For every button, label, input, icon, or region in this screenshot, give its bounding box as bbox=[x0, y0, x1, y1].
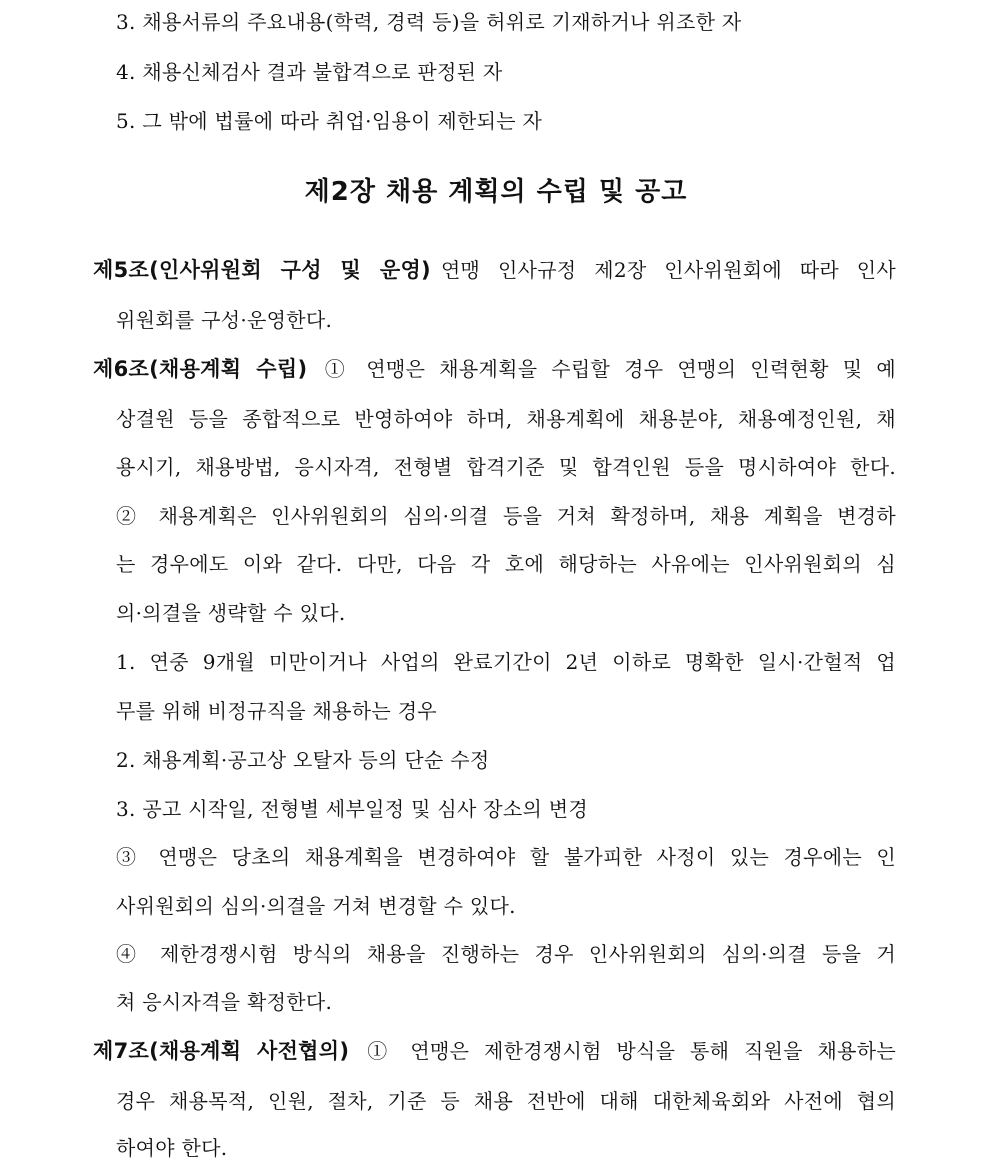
article-5-title: 제5조(인사위원회 구성 및 운영) bbox=[93, 258, 431, 282]
paragraph-line: 쳐 응시자격을 확정한다. bbox=[116, 990, 333, 1014]
paragraph-line: 하여야 한다. bbox=[116, 1136, 228, 1160]
paragraph-line: 경우 채용목적, 인원, 절차, 기준 등 채용 전반에 대해 대한체육회와 사전에 협의 bbox=[116, 1089, 896, 1113]
paragraph-line: 는 경우에도 이와 같다. 다만, 다음 각 호에 해당하는 사유에는 인사위원회의 심 bbox=[116, 552, 896, 576]
article-6-line-1 bbox=[93, 355, 896, 383]
list-item: 5. 그 밖에 법률에 따라 취업·임용이 제한되는 자 bbox=[116, 109, 543, 133]
article-6-title: 제6조(채용계획 수립) bbox=[93, 357, 308, 381]
chapter-title: 제2장 채용 계획의 수립 및 공고 bbox=[304, 177, 688, 207]
paragraph-line: 용시기, 채용방법, 응시자격, 전형별 합격기준 및 합격인원 등을 명시하여야 한다. bbox=[116, 455, 896, 479]
article-7-text: ① 연맹은 제한경쟁시험 방식을 통해 직원을 채용하는 bbox=[359, 1039, 896, 1063]
list-item: 1. 연중 9개월 미만이거나 사업의 완료기간이 2년 이하로 명확한 일시·간헐적 업 bbox=[116, 650, 896, 674]
list-item: 3. 채용서류의 주요내용(학력, 경력 등)을 허위로 기재하거나 위조한 자 bbox=[116, 10, 742, 34]
paragraph-line: 의·의결을 생략할 수 있다. bbox=[116, 601, 346, 625]
list-item: 무를 위해 비정규직을 채용하는 경우 bbox=[116, 699, 437, 723]
article-7-line-1 bbox=[93, 1037, 896, 1065]
article-6-text: ① 연맹은 채용계획을 수립할 경우 연맹의 인력현황 및 예 bbox=[317, 357, 896, 381]
list-item: 3. 공고 시작일, 전형별 세부일정 및 심사 장소의 변경 bbox=[116, 797, 588, 821]
paragraph-line: ② 채용계획은 인사위원회의 심의·의결 등을 거쳐 확정하며, 채용 계획을 변경하 bbox=[116, 504, 896, 528]
article-5-line-2: 위원회를 구성·운영한다. bbox=[116, 308, 333, 332]
list-item: 2. 채용계획·공고상 오탈자 등의 단순 수정 bbox=[116, 748, 490, 772]
paragraph-line: ③ 연맹은 당초의 채용계획을 변경하여야 할 불가피한 사정이 있는 경우에는 인 bbox=[116, 845, 896, 869]
list-item: 4. 채용신체검사 결과 불합격으로 판정된 자 bbox=[116, 60, 503, 84]
paragraph-line: 상결원 등을 종합적으로 반영하여야 하며, 채용계획에 채용분야, 채용예정인원, 채 bbox=[116, 407, 896, 431]
article-5-line-1 bbox=[93, 256, 896, 284]
paragraph-line: ④ 제한경쟁시험 방식의 채용을 진행하는 경우 인사위원회의 심의·의결 등을 거 bbox=[116, 942, 896, 966]
article-7-title: 제7조(채용계획 사전협의) bbox=[93, 1039, 350, 1063]
article-5-text: 연맹 인사규정 제2장 인사위원회에 따라 인사 bbox=[440, 258, 896, 282]
paragraph-line: 사위원회의 심의·의결을 거쳐 변경할 수 있다. bbox=[116, 894, 516, 918]
